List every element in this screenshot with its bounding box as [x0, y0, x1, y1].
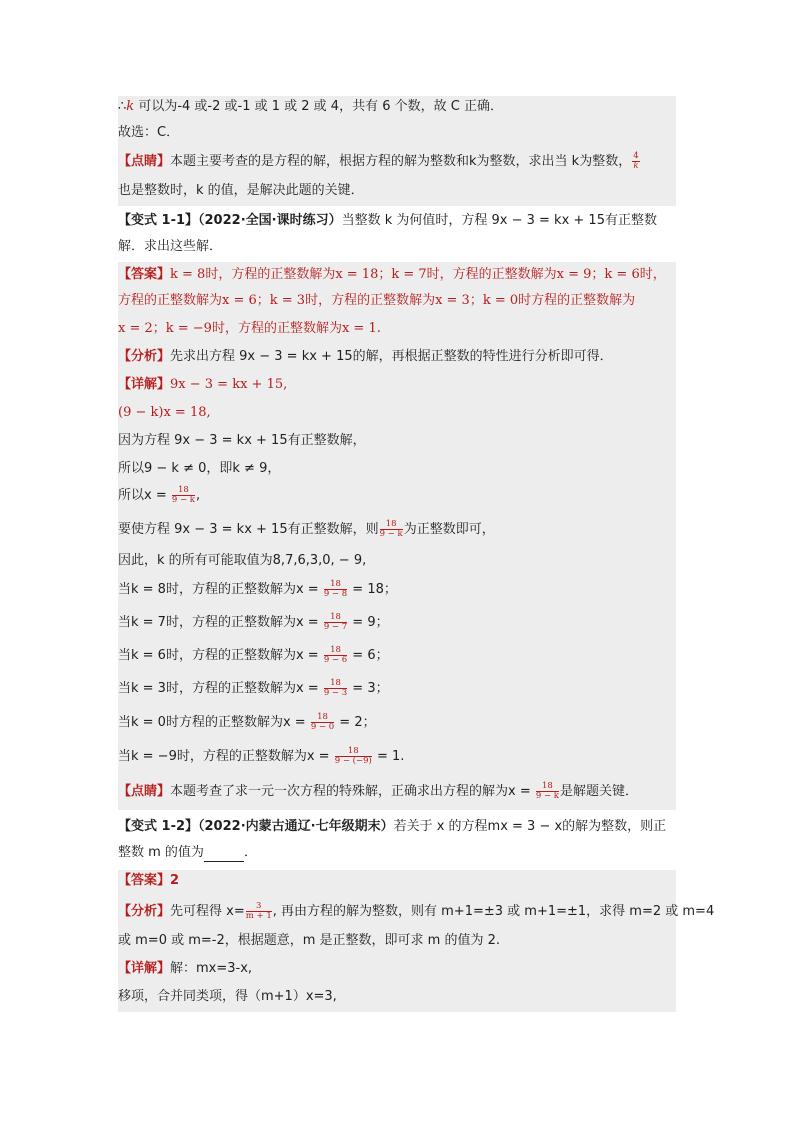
prior-solution-block: [118, 96, 676, 206]
answer-blank: [204, 848, 244, 862]
note-tag: 【点睛】: [118, 154, 171, 169]
detail-step-7: 因此，k 的所有可能取值为8,7,6,3,0, − 9,: [118, 553, 367, 568]
analysis-tag: 【分析】: [118, 904, 171, 919]
case-line: 当k = 0时方程的正整数解为x = $\frac{18}{9 - 0}$ = 2；: [118, 712, 376, 732]
case-line: 当k = 8时，方程的正整数解为x = $\frac{18}{9 - 8}$ = 18；: [118, 579, 397, 599]
question-source: （2022·全国·课时练习）: [198, 213, 342, 228]
case-fraction: $\frac{18}{9 - 7}$: [323, 612, 348, 632]
variant-1-2-solution: [118, 870, 715, 1012]
detail-step-3: 因为方程 9x − 3 = kx + 15有正整数解，: [118, 433, 366, 448]
fraction-18-over-9-minus-k: $\frac{18}{9 - k}$: [171, 485, 195, 505]
analysis-tag: 【分析】: [118, 349, 171, 364]
choice-line: 故选：C．: [118, 125, 180, 140]
variant-tag: 【变式 1-1】: [118, 213, 199, 228]
detail-step-2: (9 − k)x = 18,: [118, 405, 211, 420]
answer-line: 【答案】k = 8时，方程的正整数解为x = 18；k = 7时，方程的正整数解为x = 9；k = 6时，: [118, 267, 666, 282]
variant-1-1-solution: [118, 262, 676, 810]
analysis-line-2: 或 m=0 或 m=-2，根据题意，m 是正整数，即可求 m 的值为 2.: [118, 933, 501, 948]
fraction-18-over-9-minus-k: $\frac{18}{9 - k}$: [535, 781, 559, 801]
fraction-4-over-k: $\frac{4}{k}$: [633, 151, 639, 171]
detail-step-4: 所以9 − k ≠ 0，即k ≠ 9，: [118, 461, 281, 476]
question-text: 当整数 k 为何值时，方程 9x − 3 = kx + 15有正整数: [341, 213, 657, 228]
answer-line-3: x = 2；k = −9时，方程的正整数解为x = 1.: [118, 321, 381, 336]
variant-1-2-question: [118, 814, 676, 866]
case-line: 当k = 7时，方程的正整数解为x = $\frac{18}{9 - 7}$ = 9；: [118, 612, 389, 632]
case-fraction: $\frac{18}{9 - (-9)}$: [334, 746, 372, 766]
analysis-line: 【分析】先可程得 x= $\frac{3}{m + 1}$ , 再由方程的解为整数，则有 m+1=±3 或 m+1=±1，求得 m=2 或 m=4: [118, 901, 715, 921]
answer-line: 【答案】2: [118, 873, 180, 888]
detail-step-5: 所以x = $\frac{18}{9 - k}$ ,: [118, 485, 201, 505]
solution-conclusion-line: ∴k 可以为-4 或-2 或-1 或 1 或 2 或 4，共有 6 个数，故 C 正确．: [118, 99, 503, 114]
detail-tag: 【详解】: [118, 961, 171, 976]
case-line: 当k = 3时，方程的正整数解为x = $\frac{18}{9 - 3}$ = 3；: [118, 678, 389, 698]
detail-line: 【详解】9x − 3 = kx + 15,: [118, 377, 288, 392]
note-line-2: 也是整数时，k 的值，是解决此题的关键．: [118, 183, 364, 198]
question-text-2: 解．求出这些解．: [118, 239, 223, 254]
note-tag: 【点睛】: [118, 784, 171, 799]
variant-1-1-question: [118, 208, 676, 256]
case-fraction: $\frac{18}{9 - 6}$: [323, 645, 348, 665]
answer-tag: 【答案】: [118, 267, 171, 282]
detail-tag: 【详解】: [118, 377, 171, 392]
case-line: 当k = 6时，方程的正整数解为x = $\frac{18}{9 - 6}$ = 6；: [118, 645, 389, 665]
therefore-symbol: ∴: [118, 99, 127, 114]
note-line: 【点睛】本题主要考查的是方程的解，根据方程的解为整数和k为整数，求出当 k为整数， $\frac{4}{k}$: [118, 151, 639, 171]
detail-step-2: 移项，合并同类项，得（m+1）x=3,: [118, 989, 337, 1004]
question-source: （2022·内蒙古通辽·七年级期末）: [198, 819, 394, 834]
case-fraction: $\frac{18}{9 - 8}$: [323, 579, 348, 599]
answer-tag: 【答案】: [118, 873, 171, 888]
case-fraction: $\frac{18}{9 - 3}$: [323, 678, 348, 698]
detail-line: 【详解】解：mx=3-x,: [118, 961, 253, 976]
question-text-2: 整数 m 的值为 ．: [118, 845, 257, 860]
fraction-18-over-9-minus-k: $\frac{18}{9 - k}$: [379, 519, 403, 539]
variant-tag: 【变式 1-2】: [118, 819, 199, 834]
question-text: 若关于 x 的方程mx = 3 − x的解为整数，则正: [393, 819, 667, 834]
fraction-3-over-m-plus-1: $\frac{3}{m + 1}$: [245, 901, 272, 921]
case-fraction: $\frac{18}{9 - 0}$: [310, 712, 335, 732]
note-line: 【点睛】本题考查了求一元一次方程的特殊解，正确求出方程的解为x = $\frac{18}{9 - k}$ 是解题关键．: [118, 781, 638, 801]
analysis-line: 【分析】先求出方程 9x − 3 = kx + 15的解，再根据正整数的特性进行分析即可得．: [118, 349, 613, 364]
answer-line-2: 方程的正整数解为x = 6；k = 3时，方程的正整数解为x = 3；k = 0时方程的正整数解为: [118, 293, 636, 308]
case-line: 当k = −9时，方程的正整数解为x = $\frac{18}{9 - (-9)}$ = 1.: [118, 746, 405, 766]
detail-step-6: 要使方程 9x − 3 = kx + 15有正整数解，则 $\frac{18}{9 - k}$ 为正整数即可，: [118, 519, 495, 539]
